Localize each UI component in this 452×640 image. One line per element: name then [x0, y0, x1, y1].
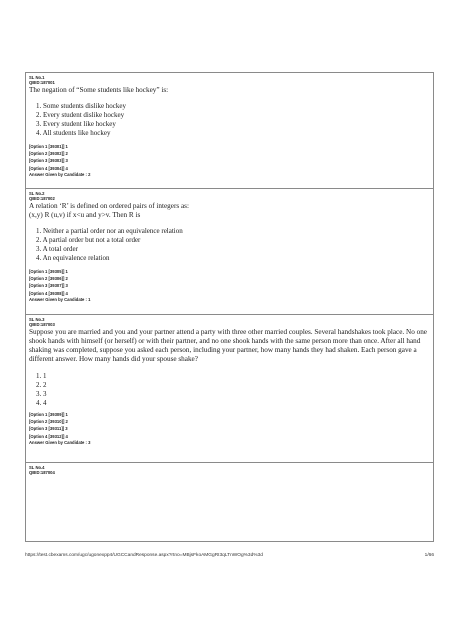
question-text: A relation ‘R’ is defined on ordered pairs of integers as: [29, 202, 189, 210]
question-block-2 [26, 189, 433, 315]
qbid: QBID:187002 [29, 196, 55, 201]
option-id-2: [Option 2 [39306]] 2 [29, 276, 68, 282]
option-4: 4. 4 [36, 399, 47, 407]
qbid: QBID:187004 [29, 470, 55, 475]
option-3: 3. A total order [36, 245, 78, 253]
option-2: 2. Every student dislike hockey [36, 111, 125, 119]
page-number: 1/66 [424, 553, 434, 558]
answer-given: Answer Given by Candidate : 1 [29, 296, 91, 302]
option-id-3: [Option 3 [39303]] 3 [29, 158, 68, 164]
option-id-3: [Option 3 [39311]] 3 [29, 426, 68, 432]
question-text-line-2: (x,y) R (u,v) if x<u and y>v. Then R is [29, 211, 141, 219]
option-2: 2. 2 [36, 381, 47, 389]
option-4: 4. An equivalence relation [36, 254, 110, 262]
footer-url: https://test.cbexams.com/ugc/ugonexpp4/UGCCandResponse.aspx?rtno=MBjsFkoAMGgRI3qLTnWOg%3d%3d [25, 553, 263, 558]
option-3: 3. Every student like hockey [36, 120, 116, 128]
option-id-4: [Option 4 [39304]] 4 [29, 165, 68, 171]
question-text: The negation of “Some students like hockey” is: [29, 86, 169, 94]
response-sheet [25, 72, 434, 542]
option-3: 3. 3 [36, 390, 47, 398]
options-list [36, 227, 430, 263]
option-ids [29, 143, 430, 172]
page-footer [25, 553, 434, 558]
options-list [36, 372, 430, 408]
option-1: 1. Neither a partial order nor an equivalence relation [36, 227, 183, 235]
option-id-4: [Option 4 [39312]] 4 [29, 433, 68, 439]
sl-number: SL No.4 [29, 465, 45, 470]
option-id-1: [Option 1 [39309]] 1 [29, 412, 68, 417]
options-list [36, 102, 430, 138]
option-2: 2. A partial order but not a total order [36, 236, 141, 244]
option-1: 1. 1 [36, 372, 47, 380]
option-id-1: [Option 1 [39301]] 1 [29, 144, 68, 149]
option-id-2: [Option 2 [39302]] 2 [29, 151, 68, 157]
option-id-1: [Option 1 [39305]] 1 [29, 269, 68, 274]
option-1: 1. Some students dislike hockey [36, 102, 127, 110]
option-ids [29, 411, 430, 440]
option-4: 4. All students like hockey [36, 129, 111, 137]
question-text: Suppose you are married and you and your partner attend a party with three other married couples. Several handshakes took place. No one shook hands with himself (or herself) or with their partner, and no one shook hands with the same person more than once. After all hand shaking was completed, suppose you asked each person, including your partner, how many hands they had shaken. Each person gave a different answer. How many hands did your spouse shake? [29, 328, 427, 363]
option-ids [29, 268, 430, 297]
answer-given: Answer Given by Candidate : 2 [29, 171, 91, 177]
question-block-1 [26, 73, 433, 189]
option-id-2: [Option 2 [39310]] 2 [29, 419, 68, 425]
qbid: QBID:187001 [29, 80, 55, 85]
sl-number: SL No.2 [29, 191, 45, 196]
sl-number: SL No.3 [29, 317, 45, 322]
qbid: QBID:187003 [29, 322, 55, 327]
option-id-3: [Option 3 [39307]] 3 [29, 283, 68, 289]
sl-number: SL No.1 [29, 75, 45, 80]
question-block-3 [26, 315, 433, 463]
answer-given: Answer Given by Candidate : 3 [29, 439, 91, 445]
question-block-4 [26, 463, 433, 477]
option-id-4: [Option 4 [39308]] 4 [29, 290, 68, 296]
